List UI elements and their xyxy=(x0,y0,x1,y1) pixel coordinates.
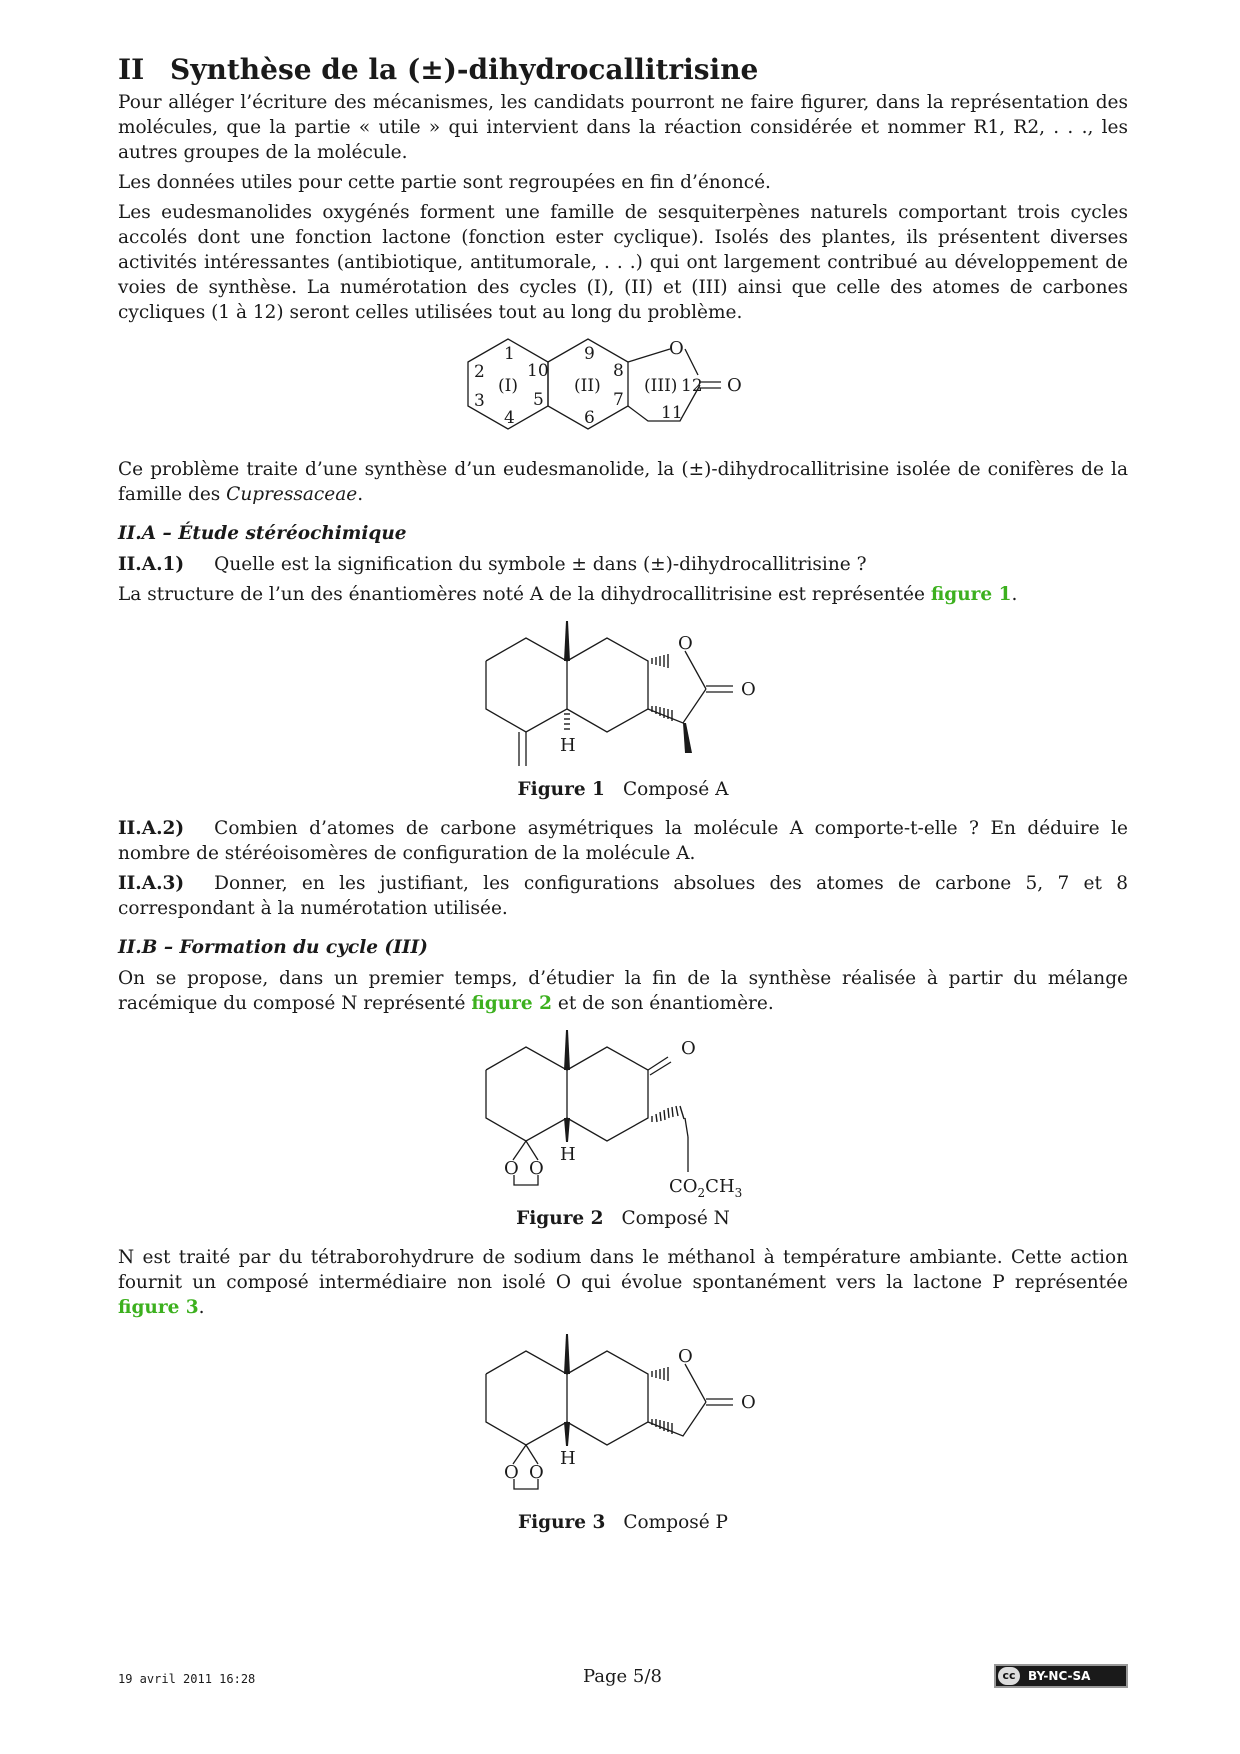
intro-paragraph-3: Les eudesmanolides oxygénés forment une famille de sesquiterpènes naturels comportant trois cycles accolés dont une fonction lactone (fonction ester cyclique). Isolés des plantes, ils présentent diverses activités intéressantes (antibiotique, antitumorale, . . .) qui ont largement contribué au développement de voies de synthèse. La numérotation des cycles (I), (II) et (III) ainsi que celle des atomes de carbones cycliques (1 à 12) seront celles utilisées tout au long du problème. xyxy=(118,202,1128,323)
subsection-B-title: II.B – Formation du cycle (III) xyxy=(118,937,428,958)
section-title-text: Synthèse de la (±)-dihydrocallitrisine xyxy=(170,53,759,86)
intro-paragraph-1: Pour alléger l’écriture des mécanismes, les candidats pourront ne faire figurer, dans la représentation des molécules, que la partie « utile » qui intervient dans la réaction considérée et nommer R1, R2, . . ., les autres groupes de la molécule. xyxy=(118,92,1128,163)
fig1-carbonyl-oxygen: O xyxy=(741,679,756,700)
oxygen-label: O xyxy=(669,338,684,359)
question-A1: II.A.1) Quelle est la signification du symbole ± dans (±)-dihydrocallitrisine ? xyxy=(118,554,867,575)
atom-8: 8 xyxy=(613,361,624,381)
atom-6: 6 xyxy=(584,408,595,428)
figure2-caption: Figure 2 Composé N xyxy=(516,1208,730,1229)
figure2-reference: On se propose, dans un premier temps, d’étudier la fin de la synthèse réalisée à partir du mélange racémique du composé N représenté figure 2 et de son énantiomère. xyxy=(118,968,1128,1014)
atom-1: 1 xyxy=(504,344,515,364)
page-content xyxy=(118,52,1128,1549)
figure1-structure xyxy=(443,613,803,773)
figure2-structure xyxy=(443,1022,803,1202)
intro-paragraph-2: Les données utiles pour cette partie sont regroupées en fin d’énoncé. xyxy=(118,172,771,193)
figure1-caption: Figure 1 Composé A xyxy=(517,779,729,800)
fig3-carbonyl-oxygen: O xyxy=(741,1392,756,1413)
figure3-caption: Figure 3 Composé P xyxy=(518,1512,728,1533)
figure2-link[interactable]: figure 2 xyxy=(471,993,552,1014)
question-A3: II.A.3) Donner, en les justifiant, les configurations absolues des atomes de carbone 5, 7 et 8 correspondant à la numérotation utilisée. xyxy=(118,873,1128,919)
fig1-ring-oxygen: O xyxy=(678,633,693,654)
numbering-scheme-figure xyxy=(463,331,783,443)
license-label: BY-NC-SA xyxy=(1028,1669,1091,1683)
ring-II: (II) xyxy=(574,376,601,396)
section-number: II xyxy=(118,53,145,86)
page-footer xyxy=(118,1664,1128,1694)
license-badge[interactable] xyxy=(994,1664,1128,1688)
fig3-acetal-oxygen-1: O xyxy=(504,1462,519,1483)
family-name: Cupressaceae xyxy=(226,484,358,505)
fig2-ketone-oxygen: O xyxy=(681,1038,696,1059)
atom-5: 5 xyxy=(533,390,544,410)
atom-4: 4 xyxy=(504,408,515,428)
atom-12: 12 xyxy=(681,376,703,396)
atom-7: 7 xyxy=(613,390,624,410)
figure3-structure xyxy=(443,1326,803,1506)
ring-I: (I) xyxy=(498,376,518,396)
fig3-ring-oxygen: O xyxy=(678,1346,693,1367)
cc-icon: cc xyxy=(998,1667,1020,1685)
paragraph-synthesis: Ce problème traite d’une synthèse d’un eudesmanolide, la (±)-dihydrocallitrisine isolée de conifères de la famille des Cupressaceae. xyxy=(118,459,1128,505)
subsection-A-title: II.A – Étude stéréochimique xyxy=(118,523,407,544)
atom-9: 9 xyxy=(584,344,595,364)
fig2-acetal-oxygen-2: O xyxy=(529,1158,544,1179)
atom-2: 2 xyxy=(474,362,485,382)
figure3-link[interactable]: figure 3 xyxy=(118,1297,199,1318)
figure1-link[interactable]: figure 1 xyxy=(930,584,1012,605)
carbonyl-oxygen-label: O xyxy=(727,375,742,396)
figure3-reference: N est traité par du tétraborohydrure de sodium dans le méthanol à température ambiante. Cette action fournit un composé intermédiaire non isolé O qui évolue spontanément vers la lactone P représentée figure 3. xyxy=(118,1247,1128,1318)
footer-date: 19 avril 2011 16:28 xyxy=(118,1672,256,1686)
page-number: Page 5/8 xyxy=(583,1666,662,1687)
atom-10: 10 xyxy=(527,361,549,381)
section-title xyxy=(118,52,1128,88)
ring-III: (III) xyxy=(644,376,678,396)
atom-11: 11 xyxy=(661,403,683,423)
atom-3: 3 xyxy=(474,391,485,411)
fig3-acetal-oxygen-2: O xyxy=(529,1462,544,1483)
fig1-hydrogen: H xyxy=(560,735,576,756)
fig3-hydrogen: H xyxy=(560,1448,576,1469)
fig2-acetal-oxygen-1: O xyxy=(504,1158,519,1179)
fig2-hydrogen: H xyxy=(560,1144,576,1165)
figure1-reference: La structure de l’un des énantiomères noté A de la dihydrocallitrisine est représentée figure 1. xyxy=(118,584,1018,605)
fig2-ester-group: $CO_2CH_3$ xyxy=(669,1176,743,1200)
question-A2: II.A.2) Combien d’atomes de carbone asymétriques la molécule A comporte-t-elle ? En déduire le nombre de stéréoisomères de configuration de la molécule A. xyxy=(118,818,1128,864)
